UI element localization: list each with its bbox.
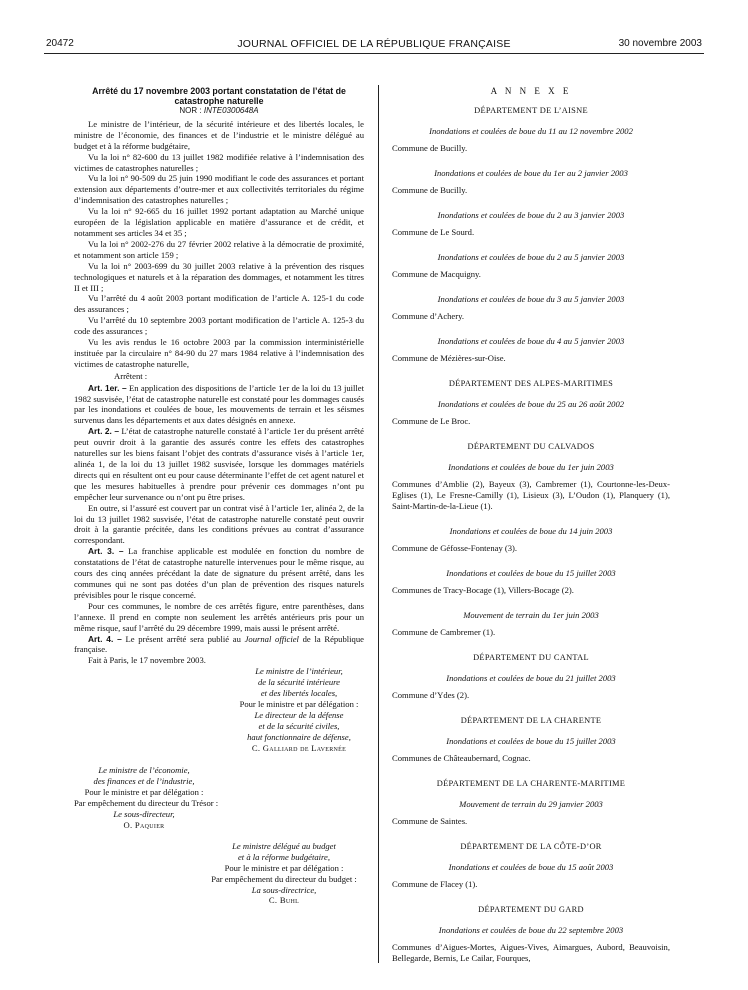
event-description: Inondations et coulées de boue du 21 juillet 2003	[446, 673, 616, 683]
department-heading: DÉPARTEMENT DU CANTAL	[473, 653, 589, 662]
signatory-role: et des libertés locales,	[260, 688, 338, 699]
journal-title: JOURNAL OFFICIEL DE LA RÉPUBLIQUE FRANÇAISE	[237, 38, 511, 50]
event-description: Inondations et coulées de boue du 22 septembre 2003	[438, 925, 624, 935]
article-2-continued: En outre, si l’assuré est couvert par un contrat visé à l’article 1er, alinéa 2, de la loi du 13 juillet 1982 susvisée, l’état de catastrophe naturelle constaté peut ouvrir droit à la garantie précitée, dans les conditions prévues au contrat d’assurance correspondant.	[74, 502, 364, 546]
preamble-paragraph: Le ministre de l’intérieur, de la sécurité intérieure et des libertés locales, le ministre de l’économie, des finances et de l’industrie et le ministre délégué au budget et à la réforme budgétaire,	[74, 118, 364, 151]
department-heading: DÉPARTEMENT DES ALPES-MARITIMES	[448, 379, 614, 388]
issue-date: 30 novembre 2003	[618, 38, 702, 49]
event-description: Inondations et coulées de boue du 14 juin 2003	[449, 526, 613, 536]
event-description: Inondations et coulées de boue du 25 au 26 août 2002	[437, 399, 625, 409]
department-heading: DÉPARTEMENT DE LA CHARENTE-MARITIME	[436, 779, 626, 788]
communes-list: Communes de Châteaubernard, Cognac.	[392, 753, 531, 763]
article-1	[74, 383, 364, 427]
article-3-continued: Pour ces communes, le nombre de ces arrêtés figure, entre parenthèses, dans l’annexe. Il prend en compte non seulement les arrêtés antérieurs pris pour un même risque, sauf l’arrêté du 29 décembre 1999, mais aussi le présent arrêté.	[74, 600, 364, 633]
article-label: Art. 2. –	[88, 426, 120, 437]
decree-title: Arrêté du 17 novembre 2003 portant constatation de l’état de catastrophe naturelle	[92, 86, 346, 106]
event-description: Inondations et coulées de boue du 3 au 5 janvier 2003	[437, 294, 625, 304]
article-label: Art. 4. –	[88, 633, 122, 644]
communes-list: Communes de Tracy-Bocage (1), Villers-Bocage (2).	[392, 585, 574, 595]
department-heading: DÉPARTEMENT DU CALVADOS	[467, 442, 595, 451]
page-number: 20472	[46, 38, 74, 49]
signature-economy	[74, 765, 219, 830]
annex-column	[392, 86, 670, 978]
delegate-role: et de la sécurité civiles,	[258, 720, 340, 731]
event-description: Inondations et coulées de boue du 2 au 3 janvier 2003	[437, 210, 625, 220]
signatory-role: des finances et de l’industrie,	[93, 776, 195, 787]
delegation-line: Pour le ministre et par délégation :	[84, 787, 204, 798]
communes-list: Commune de Cambremer (1).	[392, 627, 496, 637]
delegate-role: Le sous-directeur,	[113, 809, 175, 820]
annex-title: A N N E X E	[490, 86, 572, 96]
event-description: Inondations et coulées de boue du 11 au 12 novembre 2002	[429, 126, 633, 136]
delegate-role: La sous-directrice,	[251, 884, 317, 895]
communes-list: Commune d’Achery.	[392, 311, 464, 321]
signature-interior	[224, 666, 374, 753]
place-date: Fait à Paris, le 17 novembre 2003.	[88, 655, 206, 666]
visa-paragraph: Vu la loi n° 2003-699 du 30 juillet 2003 relative à la prévention des risques technologiques et naturels et à la réparation des dommages, et notamment les titres II et III ;	[74, 260, 364, 293]
communes-list: Commune de Le Broc.	[392, 416, 471, 426]
delegate-role: Le directeur de la défense	[254, 709, 344, 720]
nor-label: NOR :	[179, 106, 202, 115]
signatory-name: C. Galliard de Lavernée	[251, 742, 347, 753]
communes-list: Commune de Mézières-sur-Oise.	[392, 353, 506, 363]
event-description: Inondations et coulées de boue du 4 au 5 janvier 2003	[437, 336, 625, 346]
communes-list: Commune d’Ydes (2).	[392, 690, 470, 700]
communes-list: Commune de Macquigny.	[392, 269, 481, 279]
nor-reference	[74, 106, 364, 117]
communes-list: Commune de Géfosse-Fontenay (3).	[392, 543, 518, 553]
decree-column	[74, 86, 364, 906]
department-heading: DÉPARTEMENT DE L’AISNE	[474, 106, 588, 115]
visa-paragraph: Vu la loi n° 82-600 du 13 juillet 1982 modifiée relative à l’indemnisation des victimes de catastrophes naturelles ;	[74, 151, 364, 173]
article-label: Art. 1er. –	[88, 382, 127, 393]
department-heading: DÉPARTEMENT DE LA CÔTE-D’OR	[460, 842, 602, 851]
article-4	[74, 634, 364, 656]
column-divider	[378, 85, 379, 963]
event-description: Inondations et coulées de boue du 15 juillet 2003	[446, 568, 616, 578]
communes-list: Commune de Bucilly.	[392, 185, 468, 195]
department-heading: DÉPARTEMENT DU GARD	[478, 905, 584, 914]
nor-value: INTE0300648A	[203, 106, 259, 115]
event-description: Inondations et coulées de boue du 15 juillet 2003	[446, 736, 616, 746]
signatory-role: et à la réforme budgétaire,	[237, 851, 331, 862]
signatory-role: de la sécurité intérieure	[257, 677, 340, 688]
article-label: Art. 3. –	[88, 546, 124, 557]
sub-delegation-line: Par empêchement du directeur du budget :	[211, 873, 357, 884]
arretent-line: Arrêtent :	[114, 370, 148, 381]
communes-list: Commune de Bucilly.	[392, 143, 468, 153]
communes-list: Communes d’Amblie (2), Bayeux (3), Cambremer (1), Courtonne-les-Deux-Eglises (1), Le Fresne-Camilly (1), Lisieux (3), L’Oudon (1), Planquery (1), Saint-Martin-de-la-Lieue (1).	[392, 479, 670, 511]
annex-body	[392, 105, 670, 964]
header-rule	[44, 53, 704, 54]
event-description: Inondations et coulées de boue du 1er juin 2003	[448, 462, 614, 472]
article-text-end: de la République française.	[74, 633, 364, 655]
visa-paragraph: Vu l’arrêté du 10 septembre 2003 portant modification de l’article A. 125-3 du code des assurances ;	[74, 315, 364, 337]
event-description: Inondations et coulées de boue du 2 au 5 janvier 2003	[437, 252, 625, 262]
article-text: Le présent arrêté sera publié au	[125, 633, 245, 644]
event-description: Inondations et coulées de boue du 1er au 2 janvier 2003	[434, 168, 628, 178]
delegate-role: haut fonctionnaire de défense,	[247, 731, 351, 742]
sub-delegation-line: Par empêchement du directeur du Trésor :	[74, 798, 219, 809]
event-description: Mouvement de terrain du 1er juin 2003	[463, 610, 599, 620]
signature-budget	[194, 841, 374, 906]
visa-paragraph: Vu les avis rendus le 16 octobre 2003 par la commission interministérielle instituée par la circulaire n° 84-90 du 27 mars 1984 relative à l’indemnisation des victimes de catastrophe naturelle,	[74, 337, 364, 369]
signatory-name: O. Paquier	[123, 820, 165, 830]
article-text: L’état de catastrophe naturelle constaté à l’article 1er du présent arrêté peut ouvrir droit à la garantie des assurés contre les effets des catastrophes naturelles sur les biens faisant l’objet des contrats d’assurance visés à l’article 1er, alinéa 1, de la loi du 13 juillet 1982 susvisée, lorsque les dommages matériels directs qui en résultent ont eu pour cause déterminante l’effet de cet agent naturel et que les mesures habituelles à prendre pour prévenir ces dommages n’ont pu empêcher leur survenance ou n’ont pu être prises.	[74, 426, 364, 502]
visa-paragraph: Vu la loi n° 90-509 du 25 juin 1990 modifiant le code des assurances et portant extension aux départements d’outre-mer et aux collectivités territoriales du régime d’indemnisation des catastrophes naturelles ;	[74, 173, 364, 206]
signatory-role: Le ministre délégué au budget	[232, 840, 336, 851]
visa-paragraph: Vu l’arrêté du 4 août 2003 portant modification de l’article A. 125-1 du code des assurances ;	[74, 293, 364, 315]
event-description: Mouvement de terrain du 29 janvier 2003	[459, 799, 603, 809]
communes-list: Communes d’Aigues-Mortes, Aigues-Vives, Aimargues, Aubord, Beauvoisin, Bellegarde, Bernis, Le Cailar, Fourques,	[392, 942, 670, 963]
signatory-role: Le ministre de l’économie,	[98, 765, 190, 776]
visa-paragraph: Vu la loi n° 2002-276 du 27 février 2002 relative à la démocratie de proximité, et notamment son article 159 ;	[74, 238, 364, 260]
communes-list: Commune de Le Sourd.	[392, 227, 475, 237]
signatory-role: Le ministre de l’intérieur,	[255, 666, 343, 677]
article-2	[74, 426, 364, 502]
visa-paragraph: Vu la loi n° 92-665 du 16 juillet 1992 portant adaptation au Marché unique européen de la législation applicable en matière d’assurance et de crédit, et notamment ses articles 34 et 35 ;	[74, 206, 364, 238]
journal-name: Journal officiel	[244, 633, 299, 644]
article-text: En application des dispositions de l’article 1er de la loi du 13 juillet 1982 susvisée, l’état de catastrophe naturelle est constaté pour les dommages causés par les inondations et coulées de boue, les mouvements de terrain et les séismes survenus dans les départements et aux dates désignés en annexe.	[74, 382, 364, 426]
communes-list: Commune de Flacey (1).	[392, 879, 478, 889]
communes-list: Commune de Saintes.	[392, 816, 468, 826]
event-description: Inondations et coulées de boue du 15 août 2003	[448, 862, 614, 872]
article-text: La franchise applicable est modulée en fonction du nombre de constatations de l’état de catastrophe naturelle intervenues pour le même risque, au cours des cinq années précédant la date de signature du présent arrêté, dans les communes qui ne sont pas dotées d’un plan de prévention des risques naturels prévisibles pour le risque concerné.	[74, 546, 364, 600]
signatory-name: C. Buhl	[268, 895, 300, 906]
delegation-line: Pour le ministre et par délégation :	[224, 862, 344, 873]
article-3	[74, 546, 364, 601]
department-heading: DÉPARTEMENT DE LA CHARENTE	[460, 716, 602, 725]
delegation-line: Pour le ministre et par délégation :	[239, 698, 359, 709]
